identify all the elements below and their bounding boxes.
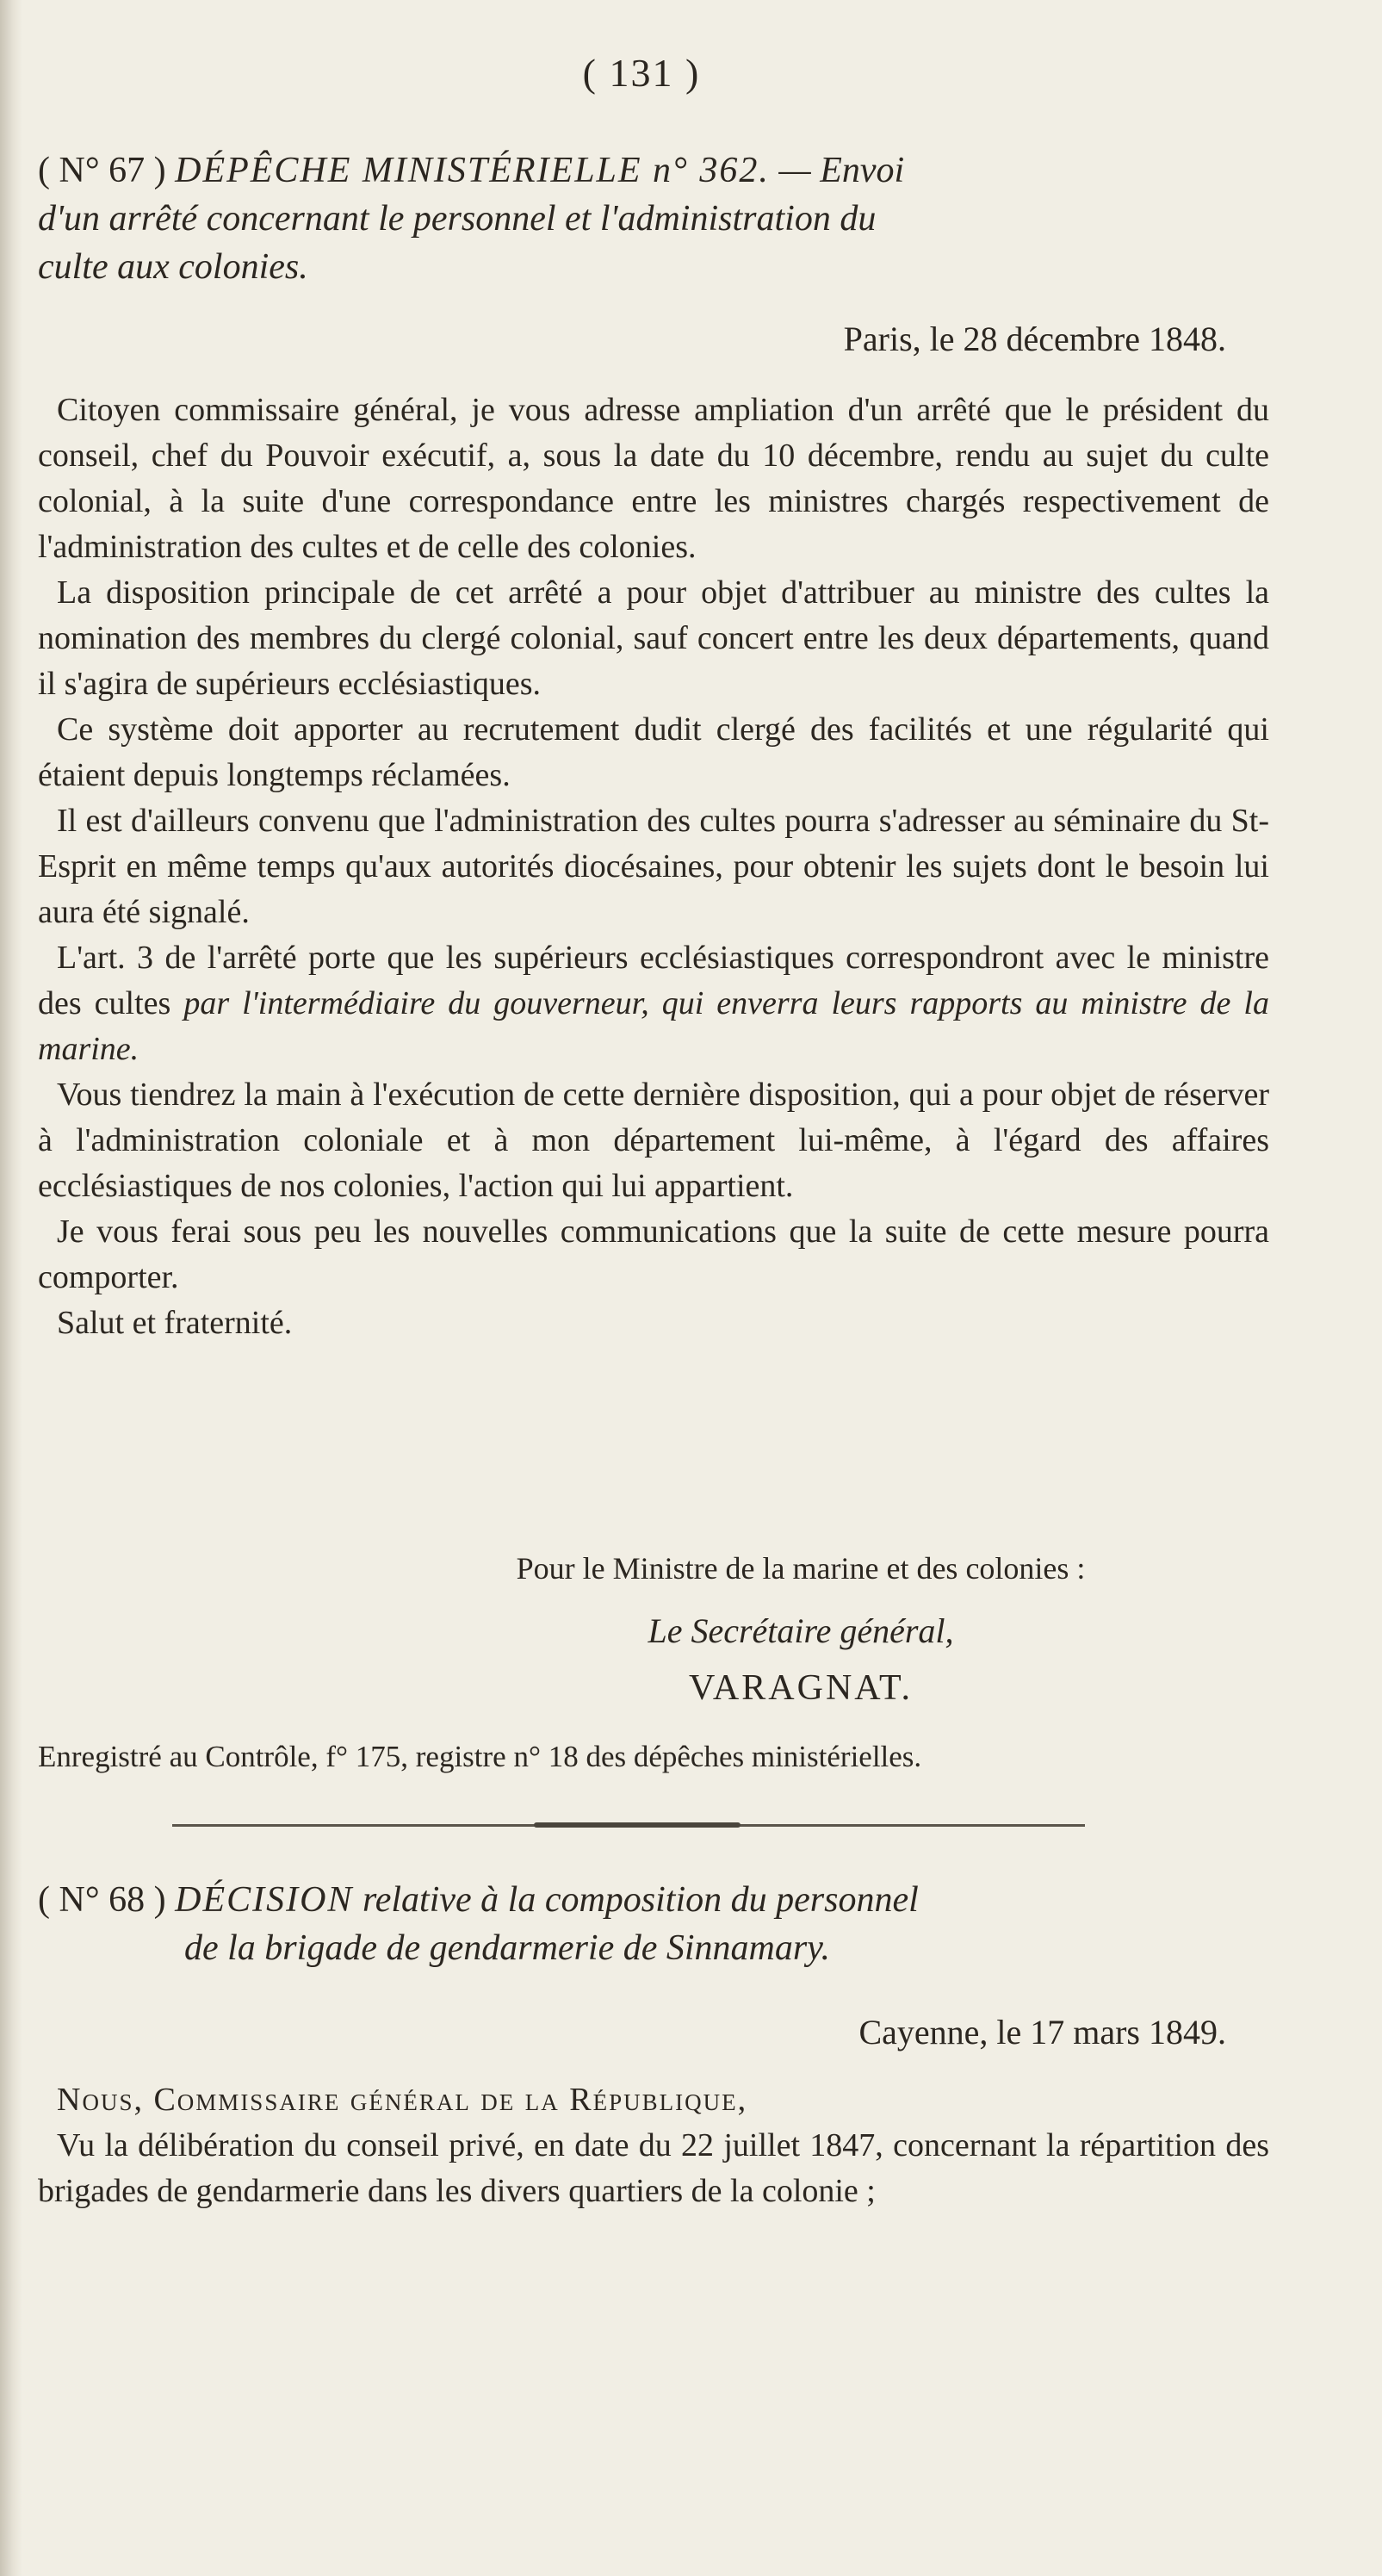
doc67-title: DÉPÊCHE MINISTÉRIELLE n° 362. [175, 151, 770, 190]
doc67-signature-name: VARAGNAT. [689, 1668, 913, 1708]
doc67-signature-line-2: Le Secrétaire général, [648, 1611, 954, 1650]
doc68-date: Cayenne, le 17 mars 1849. [858, 2013, 1226, 2051]
doc67-number: ( N° 67 ) [38, 151, 166, 190]
doc68-nous-line: Nous, Commissaire général de la République, [57, 2082, 748, 2118]
doc67-signature-line-1: Pour le Ministre de la marine et des colonies : [516, 1551, 1086, 1586]
doc67-desc-2: d'un arrêté concernant le personnel et l'administration du [38, 199, 877, 239]
doc68-body [38, 2077, 1269, 2214]
doc67-paragraph-5 [38, 935, 1269, 1072]
doc67-salutation: Salut et fraternité. [57, 1305, 293, 1341]
doc68-paragraph-1: Vu la délibération du conseil privé, en date du 22 juillet 1847, concernant la répartition des brigades de gendarmerie dans les divers quartiers de la colonie ; [38, 2127, 1269, 2209]
doc67-desc-3: culte aux colonies. [38, 247, 308, 287]
doc67-paragraph-6: Vous tiendrez la main à l'exécution de cette dernière disposition, qui a pour objet de réserver à l'administration coloniale et à mon département lui-même, à l'égard des affaires ecclésiastiques de nos colonies, l'action qui lui appartient. [38, 1077, 1269, 1204]
doc68-number: ( N° 68 ) [38, 1880, 166, 1920]
doc68-desc-1: relative à la composition du personnel [362, 1880, 919, 1920]
doc67-paragraph-7: Je vous ferai sous peu les nouvelles communications que la suite de cette mesure pourra comporter. [38, 1214, 1269, 1295]
doc68-heading [38, 1876, 1269, 1972]
doc67-desc-1: — Envoi [778, 151, 905, 190]
doc67-heading [38, 146, 1269, 291]
doc67-registration: Enregistré au Contrôle, f° 175, registre n° 18 des dépêches ministérielles. [38, 1740, 922, 1773]
doc67-paragraph-5-plain: L'art. 3 de l'arrêté porte que les supérieurs ecclésiastiques correspondront avec le ministre des cultes [38, 940, 1269, 1021]
page-number: ( 131 ) [582, 51, 701, 95]
doc67-date: Paris, le 28 décembre 1848. [843, 320, 1226, 358]
doc67-body [38, 388, 1269, 1346]
doc67-paragraph-2: La disposition principale de cet arrêté a pour objet d'attribuer au ministre des cultes la nomination des membres du clergé colonial, sauf concert entre les deux départements, quand il s'agira de supérieurs ecclésiastiques. [38, 574, 1269, 702]
doc68-desc-2: de la brigade de gendarmerie de Sinnamary. [184, 1928, 831, 1968]
doc67-paragraph-5-italic: par l'intermédiaire du gouverneur, qui enverra leurs rapports au ministre de la marine. [38, 985, 1269, 1067]
doc67-paragraph-3: Ce système doit apporter au recrutement dudit clergé des facilités et une régularité qui étaient depuis longtemps réclamées. [38, 711, 1269, 793]
doc67-paragraph-1: Citoyen commissaire général, je vous adresse ampliation d'un arrêté que le président du conseil, chef du Pouvoir exécutif, a, sous la date du 10 décembre, rendu au sujet du culte colonial, à la suite d'une correspondance entre les ministres chargés respectivement de l'administration des cultes et de celle des colonies. [38, 392, 1269, 565]
doc67-paragraph-4: Il est d'ailleurs convenu que l'administration des cultes pourra s'adresser au séminaire du St-Esprit en même temps qu'aux autorités diocésaines, pour obtenir les sujets dont le besoin lui aura été signalé. [38, 803, 1269, 930]
section-divider [172, 1824, 1085, 1827]
doc68-title: DÉCISION [175, 1880, 354, 1920]
